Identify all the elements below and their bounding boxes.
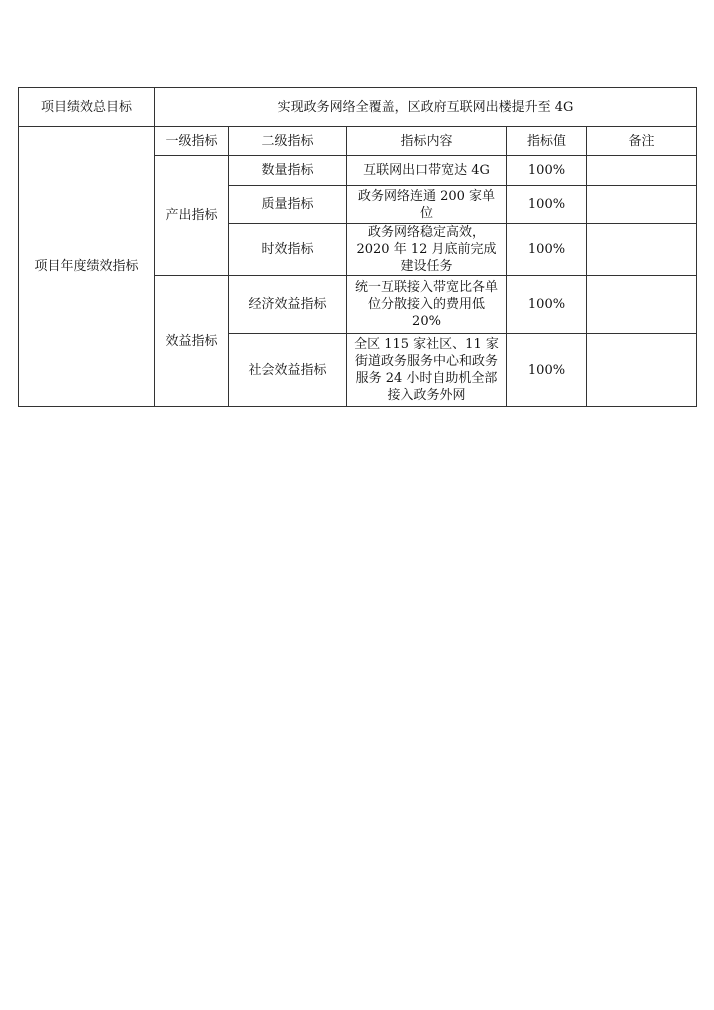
content-cell: 政务网络连通 200 家单位 — [347, 186, 507, 224]
note-cell — [587, 156, 697, 186]
value-cell: 100% — [507, 186, 587, 224]
note-cell — [587, 186, 697, 224]
value-cell: 100% — [507, 156, 587, 186]
header-row — [19, 127, 697, 156]
level2-cell: 社会效益指标 — [229, 334, 347, 407]
level1-cell: 产出指标 — [155, 156, 229, 276]
header-note: 备注 — [587, 127, 697, 156]
level1-cell: 效益指标 — [155, 276, 229, 407]
annual-indicator-label: 项目年度绩效指标 — [19, 127, 155, 407]
level2-cell: 时效指标 — [229, 224, 347, 276]
header-level2: 二级指标 — [229, 127, 347, 156]
performance-table — [18, 87, 697, 407]
note-cell — [587, 334, 697, 407]
note-cell — [587, 224, 697, 276]
level2-cell: 质量指标 — [229, 186, 347, 224]
level2-cell: 经济效益指标 — [229, 276, 347, 334]
header-content: 指标内容 — [347, 127, 507, 156]
header-level1: 一级指标 — [155, 127, 229, 156]
goal-label: 项目绩效总目标 — [19, 88, 155, 127]
content-cell: 政务网络稳定高效，2020 年 12 月底前完成建设任务 — [347, 224, 507, 276]
note-cell — [587, 276, 697, 334]
level2-cell: 数量指标 — [229, 156, 347, 186]
content-cell: 互联网出口带宽达 4G — [347, 156, 507, 186]
value-cell: 100% — [507, 224, 587, 276]
goal-text: 实现政务网络全覆盖，区政府互联网出楼提升至 4G — [155, 88, 697, 127]
content-cell: 统一互联接入带宽比各单位分散接入的费用低 20% — [347, 276, 507, 334]
value-cell: 100% — [507, 334, 587, 407]
value-cell: 100% — [507, 276, 587, 334]
header-value: 指标值 — [507, 127, 587, 156]
content-cell: 全区 115 家社区、11 家街道政务服务中心和政务服务 24 小时自助机全部接入政务外网 — [347, 334, 507, 407]
goal-row — [19, 88, 697, 127]
